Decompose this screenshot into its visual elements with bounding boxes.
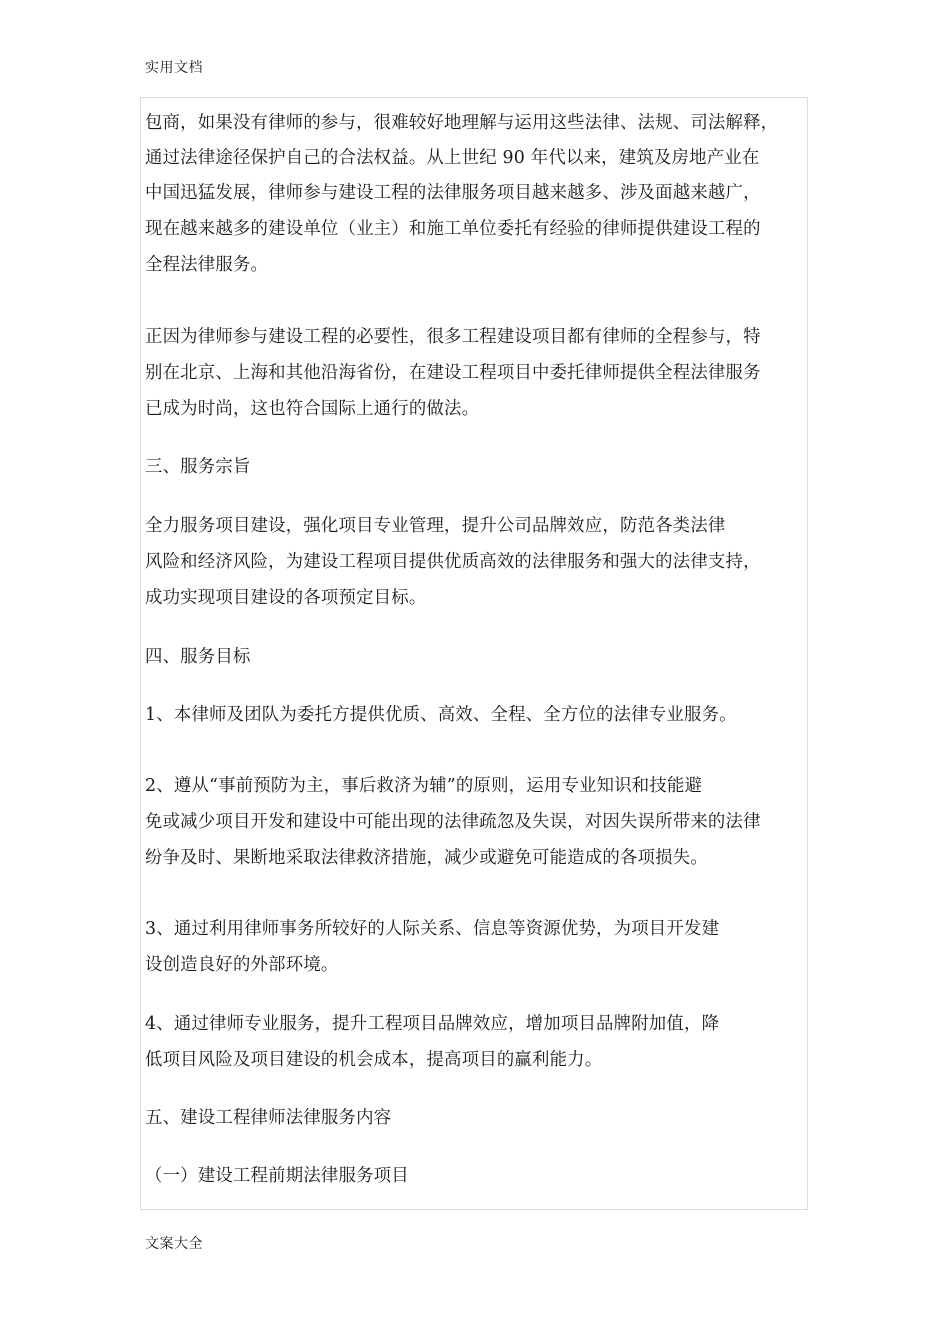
list-item: 1、本律师及团队为委托方提供优质、高效、全程、全方位的法律专业服务。 <box>145 705 737 725</box>
paragraph-line: 全力服务项目建设，强化项目专业管理，提升公司品牌效应，防范各类法律 <box>145 516 726 536</box>
paragraph-line: 全程法律服务。 <box>145 255 269 275</box>
paragraph-line: 现在越来越多的建设单位（业主）和施工单位委托有经验的律师提供建设工程的 <box>145 219 761 239</box>
list-item: 3、通过利用律师事务所较好的人际关系、信息等资源优势，为项目开发建 <box>145 919 720 939</box>
list-item: 4、通过律师专业服务，提升工程项目品牌效应，增加项目品牌附加值，降 <box>145 1014 720 1034</box>
paragraph-line: 低项目风险及项目建设的机会成本，提高项目的赢利能力。 <box>145 1050 603 1070</box>
section-heading: 三、服务宗旨 <box>145 457 251 477</box>
paragraph-line: 纷争及时、果断地采取法律救济措施，减少或避免可能造成的各项损失。 <box>145 848 708 868</box>
paragraph-line: 已成为时尚，这也符合国际上通行的做法。 <box>145 399 480 419</box>
subsection-heading: （一）建设工程前期法律服务项目 <box>145 1166 409 1186</box>
paragraph-line: 中国迅猛发展，律师参与建设工程的法律服务项目越来越多、涉及面越来越广， <box>145 183 761 203</box>
paragraph-line: 设创造良好的外部环境。 <box>145 955 339 975</box>
list-item: 2、遵从“事前预防为主，事后救济为辅”的原则，运用专业知识和技能避 <box>145 776 703 796</box>
page-footer: 文案大全 <box>145 1236 203 1252</box>
paragraph-line: 风险和经济风险，为建设工程项目提供优质高效的法律服务和强大的法律支持， <box>145 552 761 572</box>
paragraph-line: 正因为律师参与建设工程的必要性，很多工程建设项目都有律师的全程参与，特 <box>145 327 761 347</box>
paragraph-line: 成功实现项目建设的各项预定目标。 <box>145 588 427 608</box>
paragraph-line: 免或减少项目开发和建设中可能出现的法律疏忽及失误，对因失误所带来的法律 <box>145 812 761 832</box>
paragraph-line: 包商，如果没有律师的参与，很难较好地理解与运用这些法律、法规、司法解释， <box>145 113 779 133</box>
section-heading: 五、建设工程律师法律服务内容 <box>145 1108 392 1128</box>
section-heading: 四、服务目标 <box>145 647 251 667</box>
paragraph-line: 别在北京、上海和其他沿海省份，在建设工程项目中委托律师提供全程法律服务 <box>145 363 761 383</box>
paragraph-line: 通过法律途径保护自己的合法权益。从上世纪 90 年代以来，建筑及房地产业在 <box>145 148 760 168</box>
page-header: 实用文档 <box>145 60 203 76</box>
